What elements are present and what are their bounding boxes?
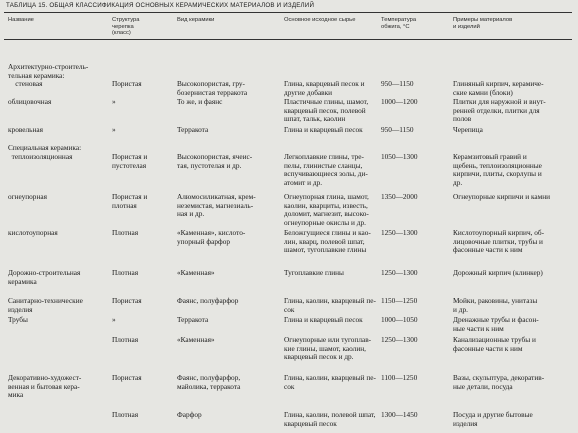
table-cell-structure: Плотная <box>112 228 139 237</box>
table-cell-structure: Пористая <box>112 79 142 88</box>
table-cell-temperature: 1000—1200 <box>381 97 418 106</box>
table-cell-type: «Каменная» <box>177 268 215 277</box>
top-rule <box>4 12 572 13</box>
table-cell-name: Декоративно-художест- венная и бытовая кера- мика <box>8 373 82 400</box>
table-cell-type: Фаянс, полуфарфор, майолика, терракота <box>177 373 241 391</box>
table-cell-examples: Вазы, скульптура, декоратив- ные детали, посуда <box>453 373 545 391</box>
table-cell-type: Терракота <box>177 125 209 134</box>
table-cell-raw: Беложгущиеся глины и као- лин, кварц, полевой шпат, шамот, тугоплавкие глины <box>284 228 371 255</box>
table-cell-raw: Огнеупорная глина, шамот, каолин, кварциты, известь, доломит, магнезит, высоко- огнеупорные окислы и др. <box>284 192 369 227</box>
table-cell-raw: Глина и кварцевый песок <box>284 125 363 134</box>
header-structure: Структура черепка (класс) <box>112 17 140 37</box>
table-cell-type: То же, и фаянс <box>177 97 223 106</box>
table-cell-name: Специальная керамика: теплоизоляционная <box>8 143 82 161</box>
table-cell-name: огнеупорная <box>8 192 47 201</box>
table-cell-examples: Черепица <box>453 125 483 134</box>
table-cell-examples: Огнеупорные кирпичи и камни <box>453 192 551 201</box>
table-cell-structure: » <box>112 315 116 324</box>
table-cell-temperature: 1000—1050 <box>381 315 418 324</box>
table-cell-examples: Дренажные трубы и фасон- ные части к ним <box>453 315 539 333</box>
table-cell-raw: Легкоплавкие глины, тре- пелы, глинистые сланцы, вспучивающиеся золы, ди- атомит и др. <box>284 152 368 187</box>
table-cell-examples: Плитки для наружной и внут- ренней отделки, плитки для полов <box>453 97 546 124</box>
table-cell-type: Высокопористая, ячеис- тая, пустотелая и др. <box>177 152 253 170</box>
table-cell-temperature: 1150—1250 <box>381 296 418 305</box>
table-cell-examples: Канализационные трубы и фасонные части к ним <box>453 335 536 353</box>
table-cell-structure: Пористая и пустотелая <box>112 152 148 170</box>
table-cell-type: Фарфор <box>177 410 202 419</box>
table-cell-type: «Каменная», кислото- упорный фарфор <box>177 228 246 246</box>
table-cell-temperature: 1250—1300 <box>381 335 418 344</box>
table-cell-name: облицовочная <box>8 97 52 106</box>
table-cell-temperature: 950—1150 <box>381 79 414 88</box>
table-cell-examples: Керамзитовый гравий и щебень, теплоизоляционные кирпичи, плиты, скорлупы и др. <box>453 152 542 187</box>
table-cell-raw: Пластичные глины, шамот, кварцевый песок, полевой шпат, тальк, каолин <box>284 97 369 124</box>
table-cell-structure: Пористая <box>112 296 142 305</box>
table-cell-name: Трубы <box>8 315 28 324</box>
table-cell-temperature: 1050—1300 <box>381 152 418 161</box>
table-cell-name: кислотоупорная <box>8 228 58 237</box>
header-rule <box>4 39 572 40</box>
table-cell-name: Санитарно-технические изделия <box>8 296 83 314</box>
table-cell-type: Терракота <box>177 315 209 324</box>
table-cell-examples: Глиняный кирпич, керамиче- ские камни (блоки) <box>453 79 544 97</box>
table-cell-type: Алюмосиликатная, крем- неземистая, магнезиаль- ная и др. <box>177 192 256 219</box>
table-cell-structure: » <box>112 125 116 134</box>
table-cell-raw: Глина, каолин, кварцевый пе- сок <box>284 296 376 314</box>
table-caption: ТАБЛИЦА 15. ОБЩАЯ КЛАССИФИКАЦИЯ ОСНОВНЫХ КЕРАМИЧЕСКИХ МАТЕРИАЛОВ И ИЗДЕЛИЙ <box>6 2 315 9</box>
table-cell-raw: Глина, кварцевый песок и другие добавки <box>284 79 365 97</box>
header-type: Вид керамики <box>177 17 215 23</box>
table-cell-temperature: 1350—2000 <box>381 192 418 201</box>
table-cell-structure: » <box>112 97 116 106</box>
table-cell-type: Фаянс, полуфарфор <box>177 296 239 305</box>
table-cell-raw: Тугоплавкие глины <box>284 268 344 277</box>
table-cell-temperature: 1300—1450 <box>381 410 418 419</box>
table-cell-examples: Дорожный кирпич (клинкер) <box>453 268 543 277</box>
table-cell-structure: Плотная <box>112 410 139 419</box>
table-cell-raw: Глина, каолин, полевой шпат, кварцевый песок <box>284 410 376 428</box>
table-cell-structure: Пористая и плотная <box>112 192 148 210</box>
table-cell-structure: Пористая <box>112 373 142 382</box>
header-raw-material: Основное исходное сырье <box>284 17 356 23</box>
table-cell-temperature: 950—1150 <box>381 125 414 134</box>
table-cell-examples: Посуда и другие бытовые изделия <box>453 410 533 428</box>
table-cell-type: «Каменная» <box>177 335 215 344</box>
table-cell-raw: Глина, каолин, кварцевый пе- сок <box>284 373 376 391</box>
table-cell-name: Архитектурно-строитель- тельная керамика: стеновая <box>8 62 89 89</box>
header-name: Название <box>8 17 34 23</box>
table-cell-raw: Огнеупорные или тугоплав- кие глины, шамот, каолин, кварцевый песок и др. <box>284 335 372 362</box>
header-examples: Примеры материалов и изделий <box>453 17 513 30</box>
table-cell-name: Дорожно-строительная керамика <box>8 268 81 286</box>
table-cell-examples: Кислотоупорный кирпич, об- лицовочные плитки, трубы и фасонные части к ним <box>453 228 545 255</box>
header-temperature: Температура обжига, °С <box>381 17 417 30</box>
table-cell-raw: Глина и кварцевый песок <box>284 315 363 324</box>
table-cell-examples: Мойки, раковины, унитазы и др. <box>453 296 538 314</box>
table-cell-temperature: 1250—1300 <box>381 228 418 237</box>
table-cell-temperature: 1100—1250 <box>381 373 418 382</box>
table-cell-temperature: 1250—1300 <box>381 268 418 277</box>
table-cell-structure: Плотная <box>112 268 139 277</box>
table-cell-structure: Плотная <box>112 335 139 344</box>
table-cell-type: Высокопористая, гру- бозернистая терракота <box>177 79 248 97</box>
table-cell-name: кровельная <box>8 125 43 134</box>
